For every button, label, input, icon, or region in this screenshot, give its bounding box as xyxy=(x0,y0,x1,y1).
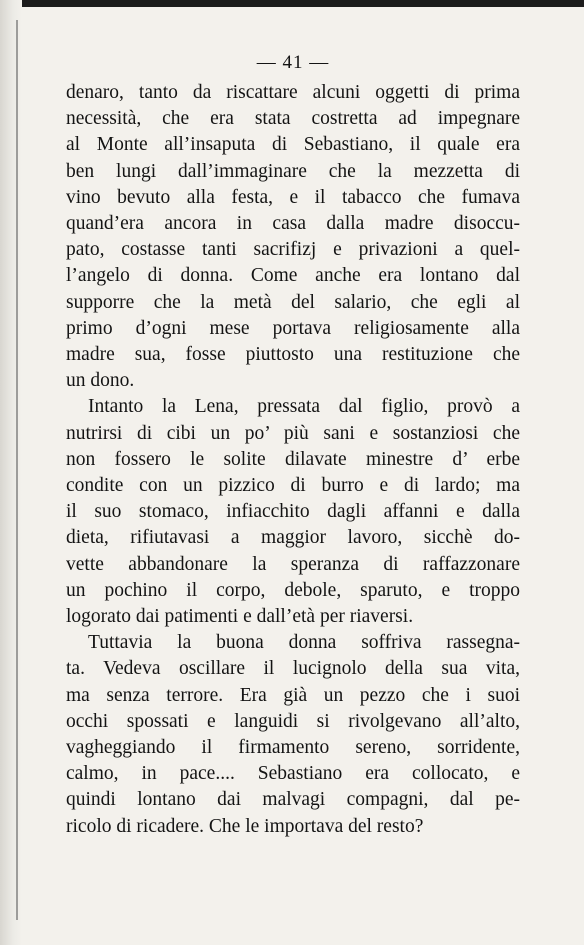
text-line: il suo stomaco, infiacchito dagli affanni e dalla xyxy=(66,501,520,523)
text-line: calmo, in pace.... Sebastiano era collocato, e xyxy=(66,763,520,785)
text-line: vette abbandonare la speranza di raffazzonare xyxy=(66,553,520,575)
page-top-border xyxy=(0,0,584,7)
text-line: Tuttavia la buona donna soffriva rassegna- xyxy=(88,632,520,654)
text-line: vagheggiando il firmamento sereno, sorridente, xyxy=(66,737,520,759)
page-number: — 41 — xyxy=(256,52,330,73)
text-line: ma senza terrore. Era già un pezzo che i suoi xyxy=(66,684,520,706)
text-line: supporre che la metà del salario, che egli al xyxy=(66,291,520,313)
paragraph-2 xyxy=(66,394,520,630)
text-line: al Monte all’insaputa di Sebastiano, il quale era xyxy=(66,134,520,156)
paragraph-1 xyxy=(66,80,520,394)
text-line: occhi spossati e languidi si rivolgevano all’alto, xyxy=(66,710,520,732)
text-line: un dono. xyxy=(66,370,135,392)
text-line: quand’era ancora in casa dalla madre disoccu- xyxy=(66,213,520,235)
text-line: quindi lontano dai malvagi compagni, dal pe- xyxy=(66,789,520,811)
text-line: condite con un pizzico di burro e di lardo; ma xyxy=(66,475,520,497)
text-line: primo d’ogni mese portava religiosamente alla xyxy=(66,317,520,339)
text-line: denaro, tanto da riscattare alcuni oggetti di prima xyxy=(66,82,520,103)
text-line: ta. Vedeva oscillare il lucignolo della sua vita, xyxy=(66,658,520,680)
book-gutter-shadow xyxy=(0,0,22,945)
text-line: Intanto la Lena, pressata dal figlio, provò a xyxy=(88,396,520,418)
text-line: vino bevuto alla festa, e il tabacco che fumava xyxy=(66,186,520,208)
text-line: non fossero le solite dilavate minestre d’ erbe xyxy=(66,448,520,470)
text-line: nutrirsi di cibi un po’ più sani e sostanziosi che xyxy=(66,422,520,444)
paragraph-3 xyxy=(66,630,520,840)
gutter-line xyxy=(16,20,18,920)
text-line: ben lungi dall’immaginare che la mezzetta di xyxy=(66,160,520,182)
text-line: logorato dai patimenti e dall’età per riaversi. xyxy=(66,606,414,628)
text-line: l’angelo di donna. Come anche era lontano dal xyxy=(66,265,520,287)
text-line: dieta, rifiutavasi a maggior lavoro, sicchè do- xyxy=(66,527,520,549)
text-line: ricolo di ricadere. Che le importava del resto? xyxy=(66,815,424,837)
book-page xyxy=(66,52,520,840)
text-line: un pochino il corpo, debole, sparuto, e troppo xyxy=(66,579,520,601)
text-line: pato, costasse tanti sacrifizj e privazioni a quel- xyxy=(66,239,520,261)
text-line: necessità, che era stata costretta ad impegnare xyxy=(66,108,520,130)
text-line: madre sua, fosse piuttosto una restituzione che xyxy=(66,344,520,366)
